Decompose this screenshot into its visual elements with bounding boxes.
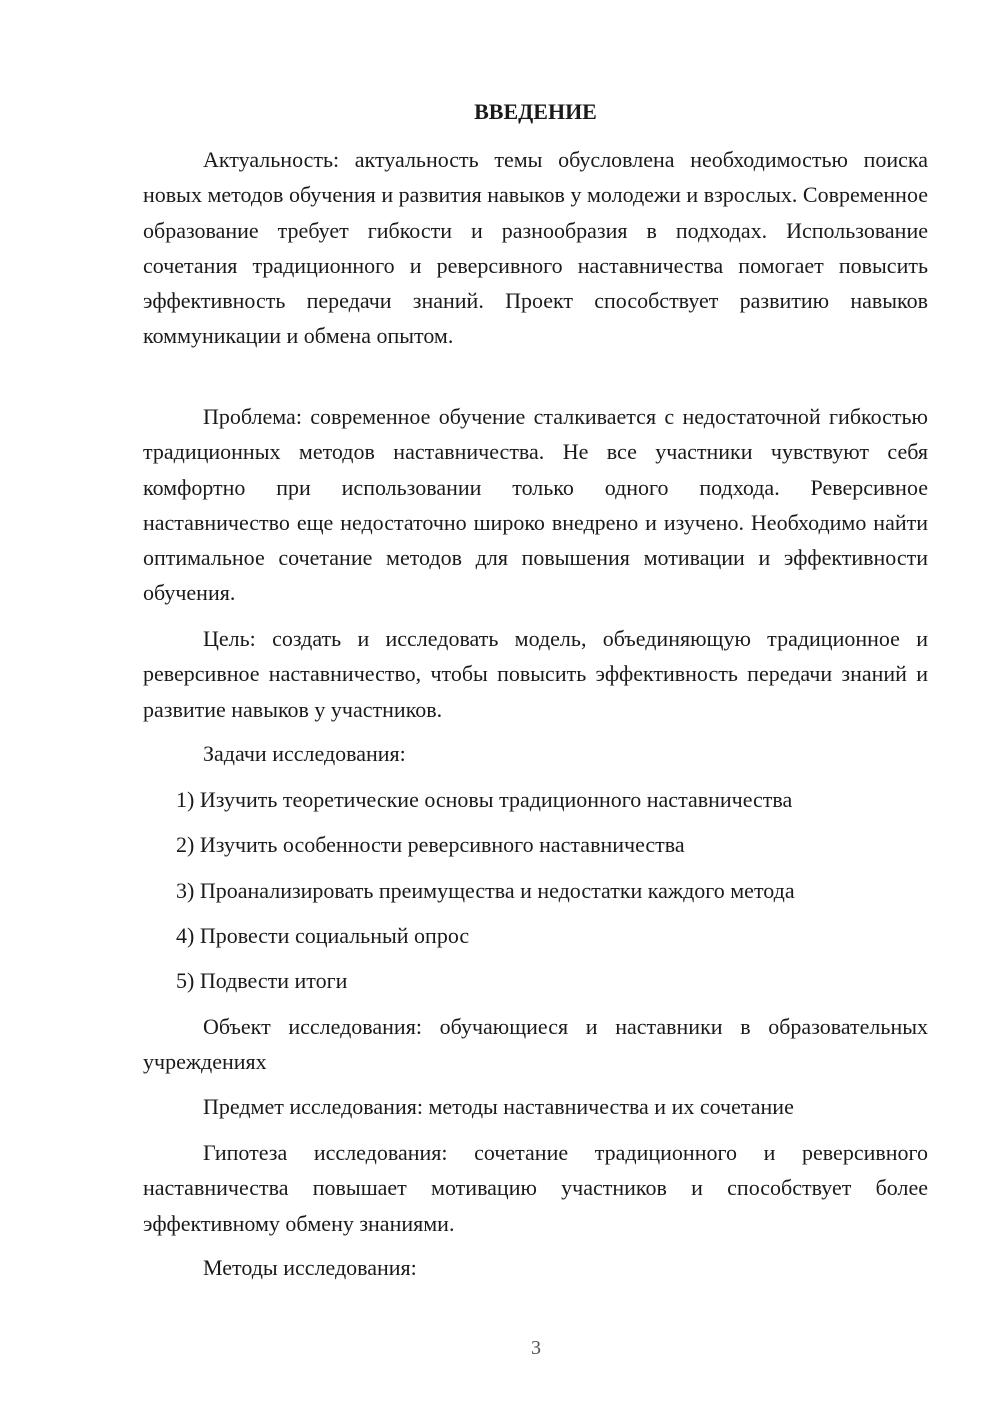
object-paragraph: Объект исследования: обучающиеся и наставники в образовательных учреждениях	[143, 1014, 928, 1075]
tasks-title: Задачи исследования:	[203, 741, 406, 766]
section-heading: ВВЕДЕНИЕ	[474, 99, 597, 124]
task-item-1: 1) Изучить теоретические основы традиционного наставничества	[176, 787, 793, 812]
task-item-2: 2) Изучить особенности реверсивного наставничества	[176, 832, 685, 857]
problem-paragraph: Проблема: современное обучение сталкивается с недостаточной гибкостью традиционных методов наставничества. Не все участники чувствуют себя комфортно при использовании только одного подхода. Реверсивное наставничество еще недостаточно широко внедрено и изучено. Необходимо найти оптимальное сочетание методов для повышения мотивации и эффективности обучения.	[143, 404, 928, 606]
methods-title: Методы исследования:	[203, 1255, 417, 1280]
page-number: 3	[531, 1337, 541, 1359]
hypothesis-paragraph: Гипотеза исследования: сочетание традиционного и реверсивного наставничества повышает мотивацию участников и способствует более эффективному обмену знаниями.	[143, 1140, 928, 1236]
subject-paragraph: Предмет исследования: методы наставничества и их сочетание	[203, 1094, 794, 1119]
task-item-4: 4) Провести социальный опрос	[176, 923, 470, 948]
relevance-paragraph: Актуальность: актуальность темы обусловлена необходимостью поиска новых методов обучения и развития навыков у молодежи и взрослых. Современное образование требует гибкости и разнообразия в подходах. Использование сочетания традиционного и реверсивного наставничества помогает повысить эффективность передачи знаний. Проект способствует развитию навыков коммуникации и обмена опытом.	[143, 147, 928, 349]
goal-paragraph: Цель: создать и исследовать модель, объединяющую традиционное и реверсивное наставничество, чтобы повысить эффективность передачи знаний и развитие навыков у участников.	[143, 626, 928, 722]
task-item-5: 5) Подвести итоги	[176, 968, 348, 993]
task-item-3: 3) Проанализировать преимущества и недостатки каждого метода	[176, 878, 795, 903]
